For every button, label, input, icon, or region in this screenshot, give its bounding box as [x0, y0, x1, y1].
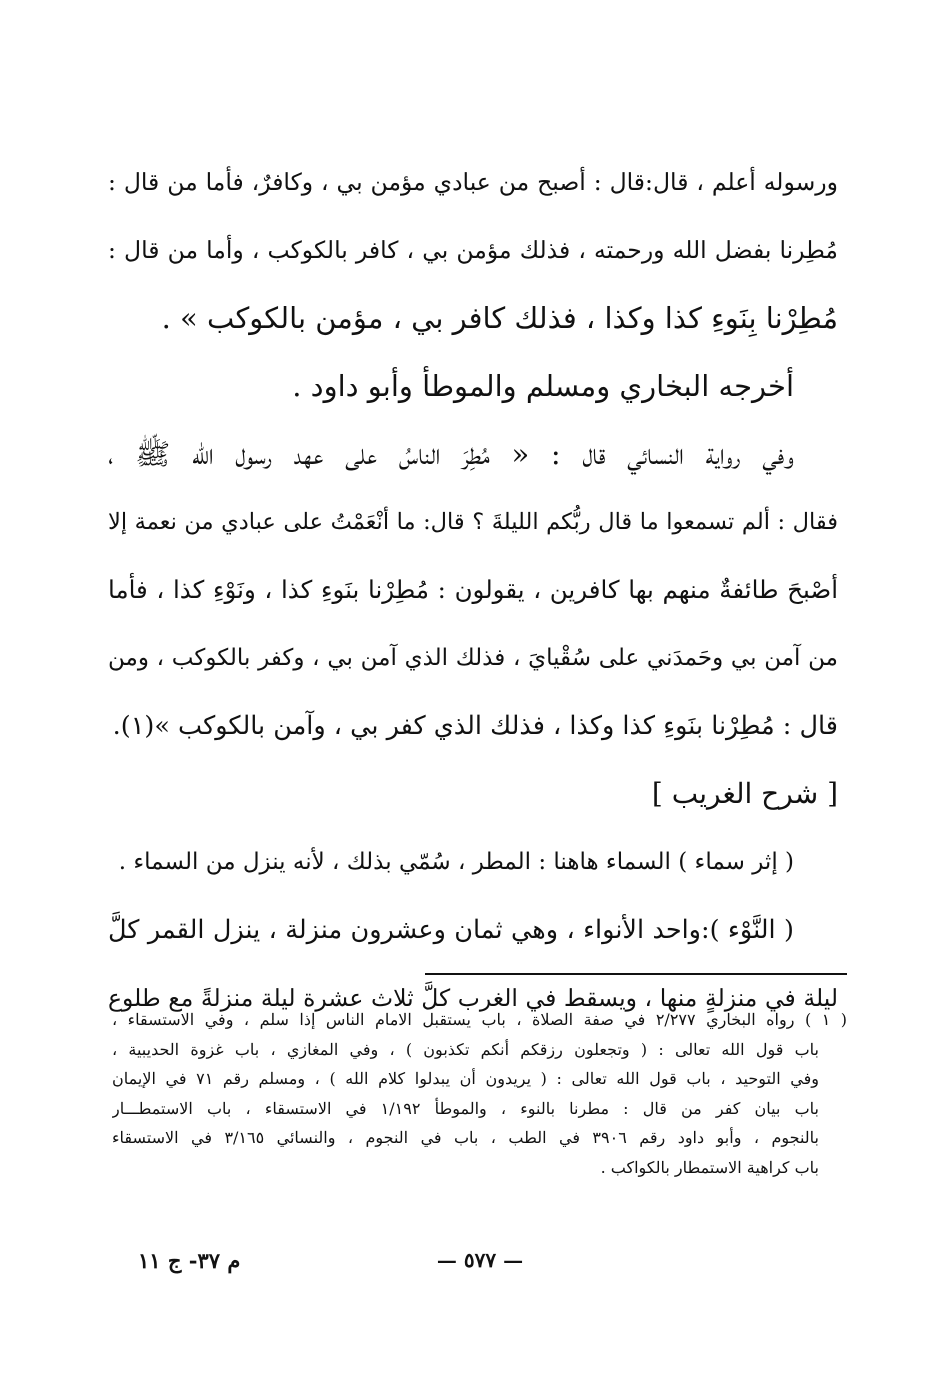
- footnote-line-2: باب قول الله تعالى : ( وتجعلون رزقكم أنكم تكذبون ) ، وفي المغازي ، باب غزوة الحديبية ،: [112, 1039, 819, 1059]
- main-text: [108, 148, 838, 1032]
- text-line-4: أخرجه البخاري ومسلم والموطأ وأبو داود .: [292, 369, 794, 403]
- footnote-line-5: بالنجوم ، وأبو داود رقم ٣٩٠٦ في الطب ، باب في النجوم ، والنسائي ٣/١٦٥ في الاستسقاء: [112, 1128, 820, 1147]
- text-line-8: من آمن بي وحَمدَني على سُقْيايَ ، فذلك الذي آمن بي ، وكفر بالكوكب ، ومن: [108, 645, 838, 671]
- footnotes: [112, 1005, 847, 1182]
- text-line-7: أصْبحَ طائفةٌ منهم بها كافرين ، يقولون : مُطِرْنا بنَوءِ كذا ، ونَوْءِ كذا ، فأما: [108, 575, 838, 604]
- section-heading: [ شرح الغريب ]: [651, 777, 838, 810]
- footnote-line-3: وفي التوحيد ، باب قول الله تعالى : ( يريدون أن يبدلوا كلام الله ) ، ومسلم رقم ٧١ في الإيمان: [112, 1069, 819, 1088]
- gloss-line-1: ( إثر سماء ) السماء هاهنا : المطر ، سُمّي بذلك ، لأنه ينزل من السماء .: [118, 849, 794, 875]
- text-line-5: وفي رواية النسائي قال : « مُطِرَ الناسُ على عهد رسول الله ﷺ ،: [108, 437, 794, 471]
- footnote-line-6: باب كراهية الاستمطار بالكواكب .: [600, 1157, 819, 1177]
- text-line-3: مُطِرْنا بِنَوءِ كذا وكذا ، فذلك كافر بي ، مؤمن بالكوكب » .: [161, 301, 838, 335]
- page-number: — ٥٧٧ —: [436, 1248, 524, 1272]
- text-line-9: قال : مُطِرْنا بنَوءِ كذا وكذا ، فذلك الذي كفر بي ، وآمن بالكوكب »(١).: [112, 711, 838, 741]
- footnote-divider: [425, 973, 847, 975]
- footnote-line-1: ( ١ ) رواه البخاري ٢/٢٧٧ في صفة الصلاة ، باب يستقبل الامام الناس إذا سلم ، وفي الاستسقاء ،: [112, 1010, 847, 1029]
- text-line-6: فقال : ألم تسمعوا ما قال ربُّكم الليلةَ ؟ قال: ما أنْعَمْتُ على عبادي من نعمة إلا: [108, 509, 838, 535]
- footnote-line-4: باب بيان كفر من قال : مطرنا بالنوء ، والموطأ ١/١٩٢ في الاستسقاء ، باب الاستمطـــار: [112, 1098, 819, 1118]
- gloss-line-2: ( النَّوْء ):واحد الأنواء ، وهي ثمان وعشرون منزلة ، ينزل القمر كلَّ: [108, 915, 794, 945]
- gloss-line-3: ليلة في منزلةٍ منها ، ويسقط في الغرب كلَّ ثلاث عشرة ليلة منزلةً مع طلوع: [108, 984, 838, 1012]
- text-line-2: مُطِرنا بفضل الله ورحمته ، فذلك مؤمن بي ، كافر بالكوكب ، وأما من قال :: [108, 236, 838, 264]
- signature-mark: م ٣٧- ج ١١: [138, 1248, 241, 1273]
- text-line-1: ورسوله أعلم ، قال:قال : أصبح من عبادي مؤمن بي ، وكافرٌ، فأما من قال :: [108, 168, 838, 196]
